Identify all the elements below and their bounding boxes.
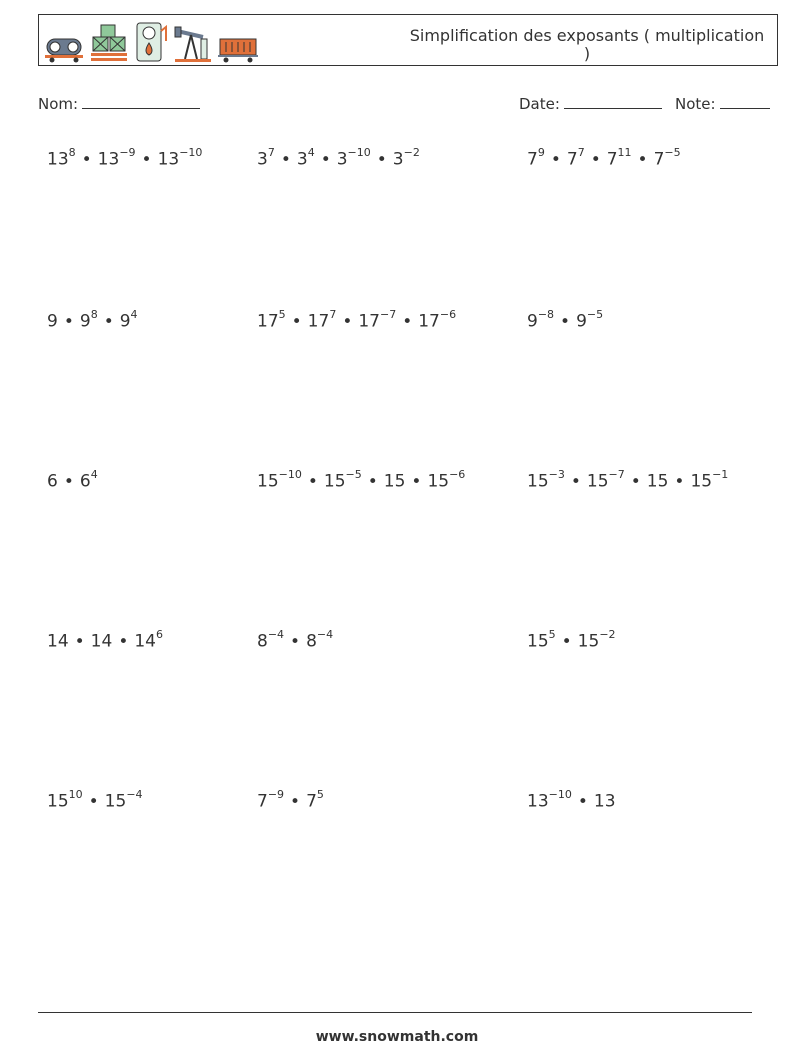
multiply-dot: • bbox=[367, 471, 378, 492]
multiply-dot: • bbox=[63, 471, 74, 492]
base: 15 bbox=[690, 471, 713, 492]
exponent: 8 bbox=[68, 146, 76, 159]
base: 7 bbox=[606, 149, 618, 170]
date-label: Date: bbox=[519, 95, 560, 113]
exponent: −2 bbox=[599, 628, 616, 641]
exponent: −10 bbox=[347, 146, 371, 159]
base: 6 bbox=[47, 471, 58, 492]
base: 15 bbox=[383, 471, 406, 492]
exponent: −10 bbox=[278, 468, 302, 481]
base: 3 bbox=[257, 149, 268, 170]
name-field[interactable] bbox=[38, 94, 200, 113]
fuel-station-icon bbox=[133, 21, 169, 63]
exponent: 4 bbox=[307, 146, 315, 159]
multiply-dot: • bbox=[103, 311, 114, 332]
base: 6 bbox=[79, 471, 91, 492]
base: 13 bbox=[527, 791, 549, 812]
multiply-dot: • bbox=[307, 471, 318, 492]
base: 9 bbox=[119, 311, 131, 332]
problem-13 bbox=[47, 790, 143, 812]
exponent: −5 bbox=[586, 308, 604, 321]
problem-12 bbox=[527, 630, 616, 652]
problem-7 bbox=[47, 470, 98, 492]
multiply-dot: • bbox=[290, 791, 301, 812]
grade-label: Note: bbox=[675, 95, 716, 113]
base: 17 bbox=[307, 311, 330, 332]
base: 15 bbox=[527, 471, 549, 492]
exponent: −4 bbox=[267, 628, 285, 641]
date-line[interactable] bbox=[564, 94, 662, 109]
base: 7 bbox=[527, 149, 538, 170]
multiply-dot: • bbox=[63, 311, 74, 332]
exponent: 9 bbox=[537, 146, 545, 159]
base: 15 bbox=[586, 471, 609, 492]
multiply-dot: • bbox=[74, 631, 85, 652]
base: 14 bbox=[90, 631, 113, 652]
exponent: −9 bbox=[267, 788, 285, 801]
base: 7 bbox=[257, 791, 268, 812]
base: 3 bbox=[296, 149, 308, 170]
multiply-dot: • bbox=[561, 631, 572, 652]
multiply-dot: • bbox=[280, 149, 291, 170]
problem-11 bbox=[257, 630, 333, 652]
exponent: −4 bbox=[126, 788, 143, 801]
base: 15 bbox=[323, 471, 346, 492]
problem-15 bbox=[527, 790, 616, 812]
multiply-dot: • bbox=[560, 311, 571, 332]
problem-6 bbox=[527, 310, 603, 332]
name-label: Nom: bbox=[38, 95, 79, 113]
base: 14 bbox=[134, 631, 156, 652]
base: 15 bbox=[527, 631, 549, 652]
worksheet-header bbox=[38, 14, 778, 66]
base: 9 bbox=[576, 311, 587, 332]
tanker-wagon-icon bbox=[43, 35, 85, 63]
base: 17 bbox=[358, 311, 380, 332]
multiply-dot: • bbox=[291, 311, 302, 332]
exponent: 7 bbox=[267, 146, 275, 159]
base: 3 bbox=[392, 149, 404, 170]
exponent: −7 bbox=[379, 308, 397, 321]
exponent: −9 bbox=[119, 146, 136, 159]
multiply-dot: • bbox=[376, 149, 387, 170]
exponent: 7 bbox=[329, 308, 337, 321]
exponent: 5 bbox=[278, 308, 286, 321]
exponent: 8 bbox=[90, 308, 98, 321]
exponent: 4 bbox=[90, 468, 98, 481]
base: 13 bbox=[97, 149, 120, 170]
base: 13 bbox=[157, 149, 180, 170]
base: 14 bbox=[47, 631, 69, 652]
base: 8 bbox=[306, 631, 317, 652]
problem-1 bbox=[47, 148, 202, 170]
exponent: −10 bbox=[179, 146, 203, 159]
multiply-dot: • bbox=[590, 149, 601, 170]
multiply-dot: • bbox=[342, 311, 353, 332]
problem-5 bbox=[257, 310, 456, 332]
multiply-dot: • bbox=[630, 471, 641, 492]
problem-10 bbox=[47, 630, 163, 652]
multiply-dot: • bbox=[88, 791, 99, 812]
base: 9 bbox=[79, 311, 91, 332]
exponent: 10 bbox=[68, 788, 83, 801]
base: 7 bbox=[566, 149, 578, 170]
exponent: −5 bbox=[345, 468, 362, 481]
problem-8 bbox=[257, 470, 465, 492]
exponent: −6 bbox=[449, 468, 466, 481]
multiply-dot: • bbox=[550, 149, 561, 170]
exponent: 5 bbox=[316, 788, 324, 801]
problem-2 bbox=[257, 148, 420, 170]
exponent: 6 bbox=[155, 628, 163, 641]
multiply-dot: • bbox=[320, 149, 331, 170]
grade-line[interactable] bbox=[720, 94, 770, 109]
exponent: −8 bbox=[537, 308, 555, 321]
base: 7 bbox=[653, 149, 665, 170]
multiply-dot: • bbox=[81, 149, 92, 170]
base: 9 bbox=[527, 311, 538, 332]
multiply-dot: • bbox=[577, 791, 588, 812]
problem-14 bbox=[257, 790, 324, 812]
exponent: 7 bbox=[577, 146, 585, 159]
name-line[interactable] bbox=[82, 94, 200, 109]
header-icons bbox=[43, 21, 259, 63]
base: 15 bbox=[646, 471, 669, 492]
multiply-dot: • bbox=[637, 149, 648, 170]
base: 15 bbox=[427, 471, 450, 492]
freight-wagon-icon bbox=[217, 35, 259, 63]
date-field[interactable] bbox=[519, 94, 662, 113]
base: 15 bbox=[257, 471, 279, 492]
exponent: −6 bbox=[439, 308, 457, 321]
base: 7 bbox=[306, 791, 317, 812]
base: 9 bbox=[47, 311, 58, 332]
base: 15 bbox=[104, 791, 127, 812]
multiply-dot: • bbox=[290, 631, 301, 652]
exponent: −5 bbox=[664, 146, 681, 159]
multiply-dot: • bbox=[674, 471, 685, 492]
footer-site: www.snowmath.com bbox=[315, 1029, 479, 1045]
base: 17 bbox=[257, 311, 279, 332]
base: 8 bbox=[257, 631, 268, 652]
exponent: −7 bbox=[608, 468, 625, 481]
problem-9 bbox=[527, 470, 728, 492]
exponent: −4 bbox=[316, 628, 334, 641]
base: 13 bbox=[593, 791, 616, 812]
base: 13 bbox=[47, 149, 69, 170]
base: 3 bbox=[336, 149, 348, 170]
crates-pallet-icon bbox=[89, 23, 129, 63]
base: 15 bbox=[577, 631, 600, 652]
multiply-dot: • bbox=[411, 471, 422, 492]
worksheet-title: Simplification des exposants ( multiplication ) bbox=[409, 26, 765, 63]
multiply-dot: • bbox=[402, 311, 413, 332]
exponent: 11 bbox=[617, 146, 632, 159]
multiply-dot: • bbox=[570, 471, 581, 492]
multiply-dot: • bbox=[118, 631, 129, 652]
problem-4 bbox=[47, 310, 138, 332]
exponent: −10 bbox=[548, 788, 572, 801]
base: 17 bbox=[418, 311, 440, 332]
exponent: 4 bbox=[130, 308, 138, 321]
exponent: 5 bbox=[548, 628, 556, 641]
problem-3 bbox=[527, 148, 681, 170]
exponent: −3 bbox=[548, 468, 565, 481]
oil-pump-icon bbox=[173, 25, 213, 63]
multiply-dot: • bbox=[141, 149, 152, 170]
base: 15 bbox=[47, 791, 69, 812]
exponent: −2 bbox=[403, 146, 420, 159]
grade-field[interactable] bbox=[675, 94, 770, 113]
exponent: −1 bbox=[712, 468, 729, 481]
footer-divider bbox=[38, 1012, 752, 1013]
